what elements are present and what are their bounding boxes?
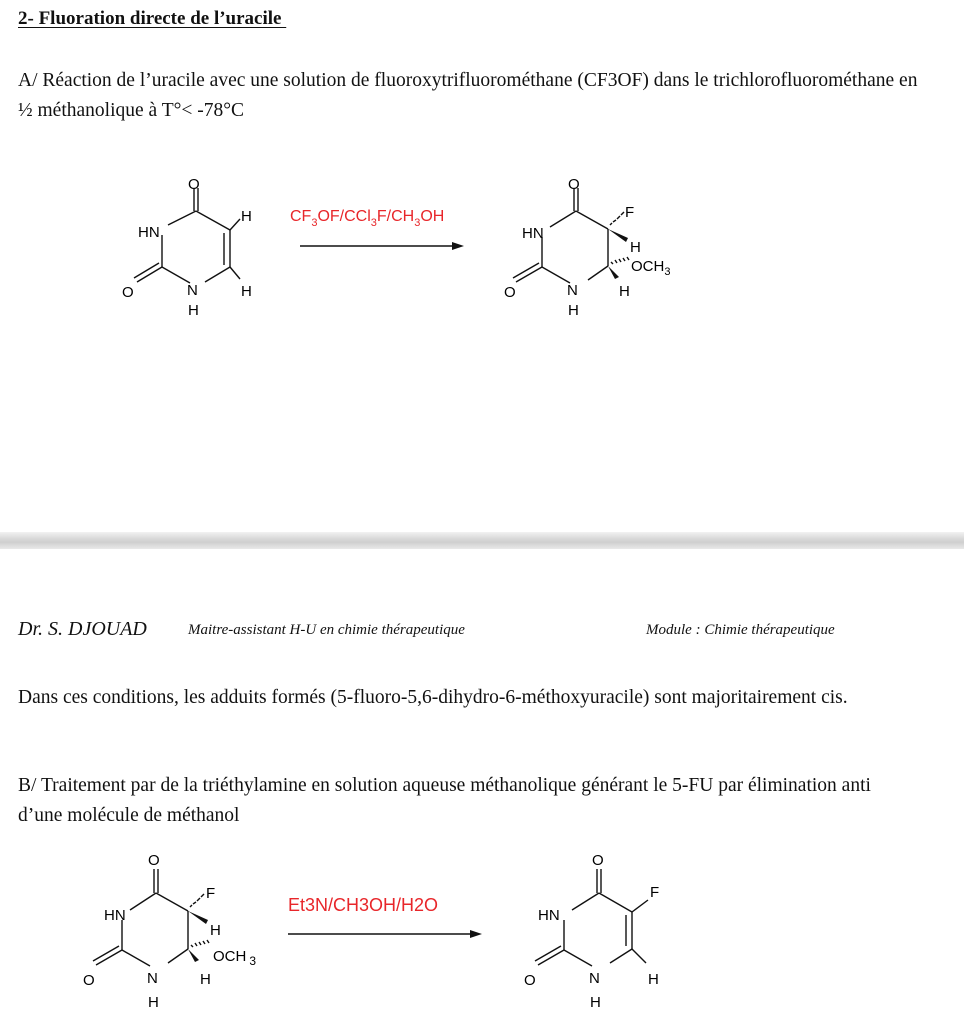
fluorouracil-h-n1: H bbox=[590, 994, 601, 1011]
reaction-b-reagent: Et3N/CH3OH/H2O bbox=[288, 895, 439, 915]
adduct-h-n1: H bbox=[568, 302, 579, 319]
footer-author: Dr. S. DJOUAD bbox=[18, 618, 147, 640]
adduct-b-h-n1: H bbox=[148, 994, 159, 1011]
adduct-b-wedge-h5 bbox=[188, 911, 208, 924]
adduct-n1: N bbox=[567, 282, 578, 299]
uracil-n1: N bbox=[187, 282, 198, 299]
reaction-a-scheme bbox=[100, 165, 720, 330]
adduct-wedge-h6 bbox=[608, 266, 619, 279]
reaction-a-arrow bbox=[300, 242, 464, 250]
fluorouracil-hn: HN bbox=[538, 907, 560, 924]
adduct-wedge-h5 bbox=[608, 229, 628, 242]
adduct-h5: H bbox=[630, 239, 641, 256]
reaction-b-scheme bbox=[80, 845, 700, 1017]
adduct-o-left: O bbox=[504, 284, 516, 301]
adduct-b-o-top: O bbox=[148, 852, 160, 869]
fluorouracil-o-top: O bbox=[592, 852, 604, 869]
adduct-b-f: F bbox=[206, 885, 216, 902]
uracil-o-top: O bbox=[188, 176, 200, 193]
uracil-h-n1: H bbox=[188, 302, 199, 319]
adduct-b-wedge-h6 bbox=[188, 949, 199, 962]
adduct-hn: HN bbox=[522, 225, 544, 242]
adduct-b-och3: OCH $_3$ bbox=[213, 948, 257, 968]
uracil-h-c5: H bbox=[241, 208, 252, 225]
reaction-a-reagent: $CF_3OF/CCl_3F/CH_3OH$ bbox=[290, 208, 445, 229]
adduct-b-n1: N bbox=[147, 970, 158, 987]
uracil-h-c6: H bbox=[241, 283, 252, 300]
uracil-o-left: O bbox=[122, 284, 134, 301]
adduct-b-h6: H bbox=[200, 971, 211, 988]
fluorouracil-h6: H bbox=[648, 971, 659, 988]
section-title: 2- Fluoration directe de l’uracile bbox=[18, 8, 287, 29]
footer-module: Module : Chimie thérapeutique bbox=[646, 622, 835, 638]
part-a-text: A/ Réaction de l’uracile avec une solution de fluoroxytrifluorométhane (CF3OF) dans le trichlorofluorométhane en ½ méthanolique à T°< -78°C bbox=[18, 70, 918, 121]
uracil-hn: HN bbox=[138, 224, 160, 241]
footer-role: Maitre-assistant H-U en chimie thérapeutique bbox=[188, 622, 465, 638]
adduct-o-top: O bbox=[568, 176, 580, 193]
fluorouracil-n1: N bbox=[589, 970, 600, 987]
conclusion-text: Dans ces conditions, les adduits formés (5-fluoro-5,6-dihydro-6-méthoxyuracile) sont majoritairement cis. bbox=[18, 687, 848, 708]
adduct-b-h5: H bbox=[210, 922, 221, 939]
adduct-b-hn: HN bbox=[104, 907, 126, 924]
adduct-h6: H bbox=[619, 283, 630, 300]
adduct-f: F bbox=[625, 204, 635, 221]
adduct-och3: $OCH_3$ bbox=[631, 258, 671, 278]
adduct-b-o-left: O bbox=[83, 972, 95, 989]
page-divider bbox=[0, 532, 964, 549]
fluorouracil-f: F bbox=[650, 884, 660, 901]
reaction-b-arrow bbox=[288, 930, 482, 938]
fluorouracil-o-left: O bbox=[524, 972, 536, 989]
part-b-text: B/ Traitement par de la triéthylamine en solution aqueuse méthanolique générant le 5-FU par élimination anti d’une molécule de méthanol bbox=[18, 775, 871, 826]
